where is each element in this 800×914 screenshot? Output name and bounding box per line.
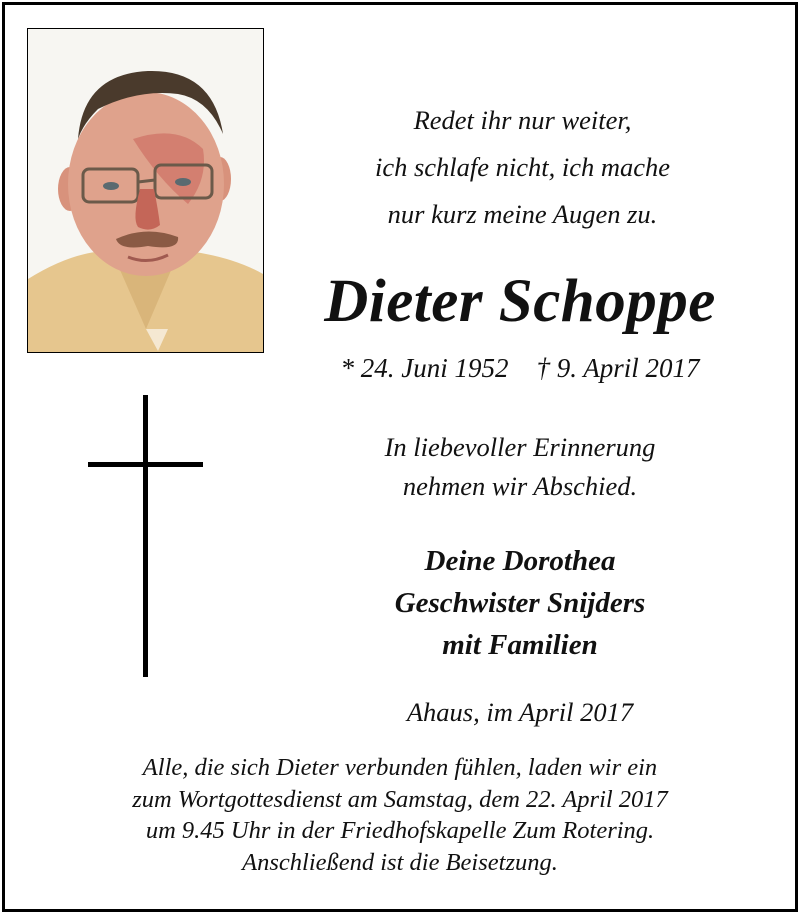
invitation-line: zum Wortgottesdienst am Samstag, dem 22. April 2017: [132, 785, 668, 813]
cross-icon: [143, 395, 148, 677]
mourner-line: Deine Dorothea: [424, 545, 616, 577]
quote-line: Redet ihr nur weiter,: [413, 105, 632, 135]
memory-text: [300, 428, 740, 506]
invitation-line: Anschließend ist die Beisetzung.: [242, 848, 558, 876]
mourner-line: mit Familien: [442, 629, 598, 661]
invitation-line: um 9.45 Uhr in der Friedhofskapelle Zum Rotering.: [145, 817, 655, 844]
memory-line: In liebevoller Erinnerung: [384, 432, 656, 462]
death-date: † 9. April 2017: [536, 353, 700, 383]
birth-date: * 24. Juni 1952: [340, 353, 509, 383]
life-dates: [290, 349, 750, 387]
place-date: Ahaus, im April 2017: [406, 697, 634, 727]
quote-text: [295, 97, 750, 238]
quote-line: ich schlafe nicht, ich mache: [374, 152, 671, 182]
memory-line: nehmen wir Abschied.: [402, 471, 638, 501]
deceased-name: Dieter Schoppe: [324, 268, 716, 335]
invitation-line: Alle, die sich Dieter verbunden fühlen, laden wir ein: [142, 754, 658, 781]
portrait-illustration: [28, 29, 263, 352]
service-invitation: [40, 752, 760, 878]
mourner-line: Geschwister Snijders: [394, 587, 646, 619]
quote-line: nur kurz meine Augen zu.: [387, 199, 658, 229]
cross-icon-bar: [88, 462, 203, 467]
mourners-list: [300, 540, 740, 666]
portrait-photo: [27, 28, 264, 353]
